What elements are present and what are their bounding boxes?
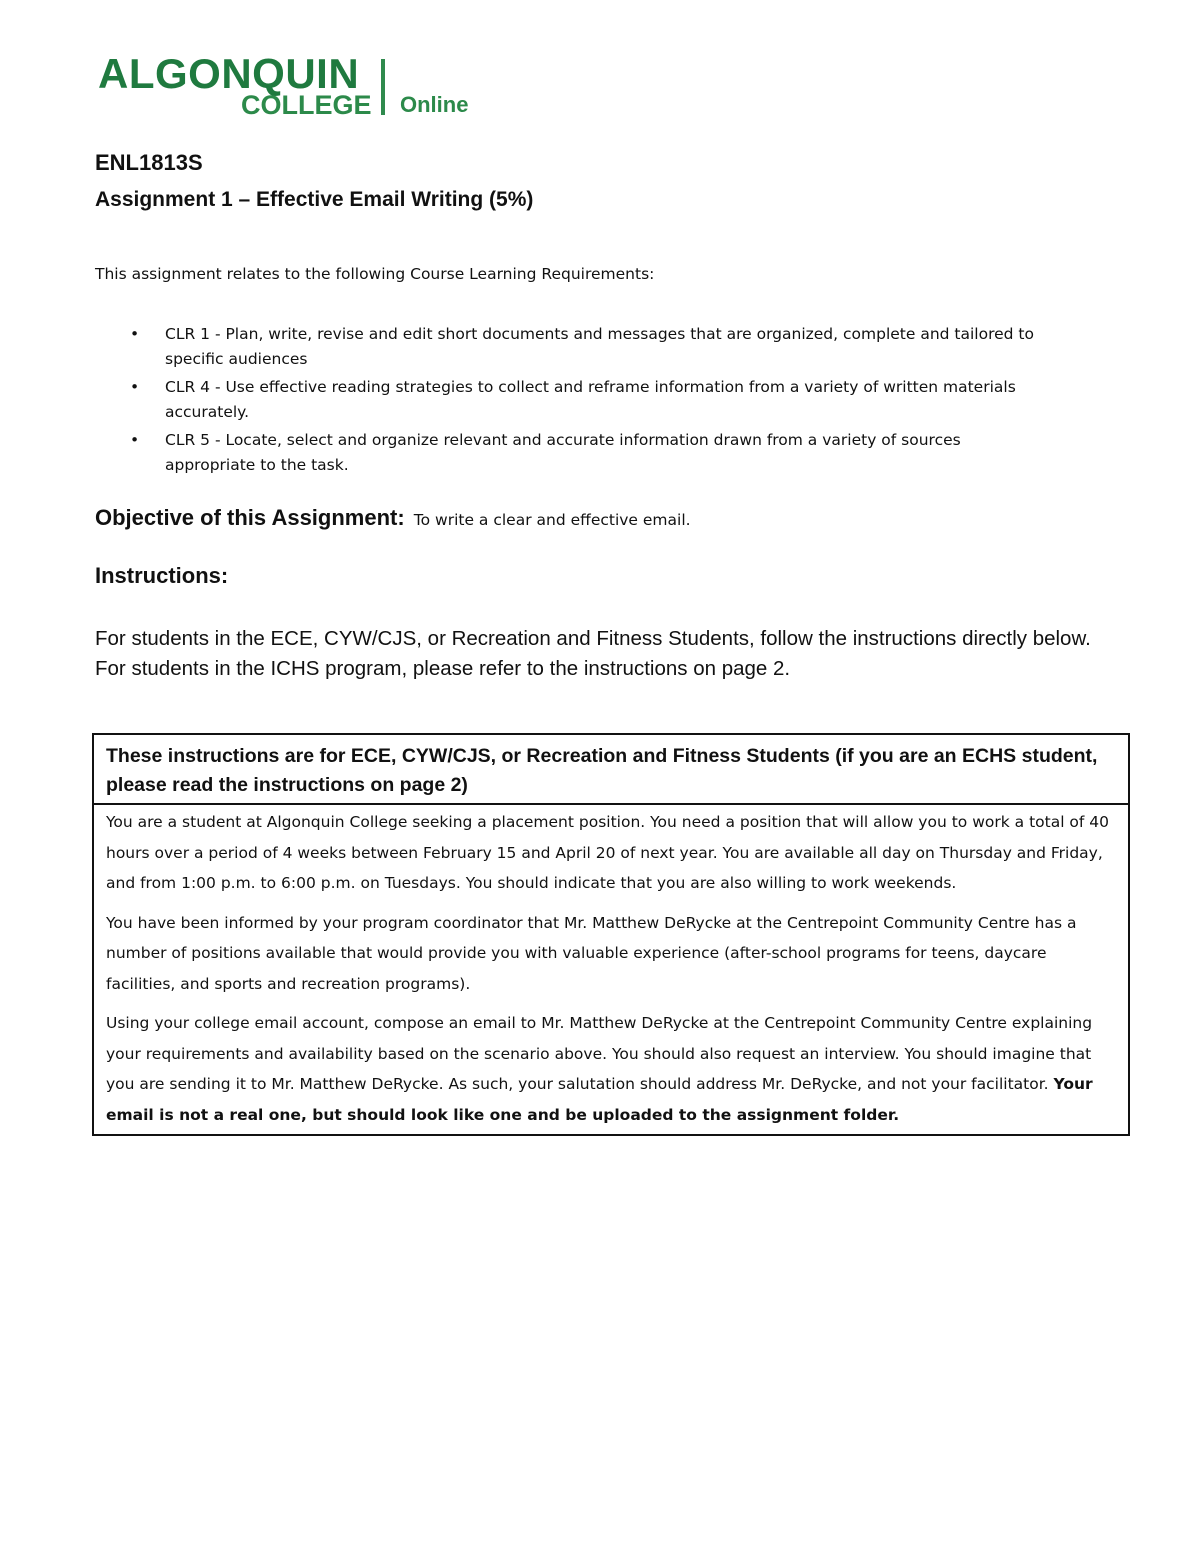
course-code: ENL1813S (95, 150, 203, 175)
bullet-icon: • (130, 431, 140, 449)
clr-item-text: CLR 1 - Plan, write, revise and edit short documents and messages that are organized, complete and tailored to specific audiences (165, 325, 1034, 368)
instructions-box-body (94, 805, 1128, 1134)
objective-label: Objective of this Assignment: (95, 505, 405, 530)
intro-text: This assignment relates to the following Course Learning Requirements: (95, 265, 655, 283)
task-paragraph-text: Using your college email account, compose an email to Mr. Matthew DeRycke at the Centrepoint Community Centre explaining your requirements and availability based on the scenario above. You should also request an interview. You should imagine that you are sending it to Mr. Matthew DeRycke. As such, your salutation should address Mr. DeRycke, and not your facilitator. (106, 1014, 1093, 1093)
clr-item-text: CLR 4 - Use effective reading strategies to collect and reframe information from a variety of written materials accurately. (165, 378, 1016, 421)
bullet-icon: • (130, 378, 140, 396)
coordinator-paragraph: You have been informed by your program coordinator that Mr. Matthew DeRycke at the Centrepoint Community Centre has a number of positions available that would provide you with valuable experience (after-school programs for teens, daycare facilities, and sports and recreation programs). (106, 913, 1077, 993)
logo-online-label: Online (400, 92, 469, 117)
instructions-box (92, 733, 1130, 1136)
instructions-box-header: These instructions are for ECE, CYW/CJS, or Recreation and Fitness Students (if you are an ECHS student, please read the instructions on page 2) (94, 735, 1128, 805)
objective (95, 505, 691, 531)
program-line: For students in the ECE, CYW/CJS, or Recreation and Fitness Students, follow the instructions directly below. (95, 627, 1091, 650)
college-logo (98, 52, 498, 122)
clr-item (130, 428, 1050, 478)
program-line: For students in the ICHS program, please refer to the instructions on page 2. (95, 657, 791, 680)
objective-text: To write a clear and effective email. (413, 511, 691, 529)
clr-list (130, 322, 1050, 481)
clr-item (130, 322, 1050, 372)
logo-divider (381, 59, 385, 115)
task-paragraph (106, 1008, 1116, 1130)
scenario-paragraph: You are a student at Algonquin College seeking a placement position. You need a position that will allow you to work a total of 40 hours over a period of 4 weeks between February 15 and April 20 of next year. You are available all day on Thursday and Friday, and from 1:00 p.m. to 6:00 p.m. on Tuesdays. You should indicate that you are also willing to work weekends. (106, 813, 1110, 892)
bullet-icon: • (130, 325, 140, 343)
clr-item-text: CLR 5 - Locate, select and organize relevant and accurate information drawn from a variety of sources appropriate to the task. (165, 431, 961, 474)
task-paragraph-emphasis: Your email is not a real one, but should look like one and be uploaded to the assignment folder. (106, 1075, 1093, 1124)
program-instructions (95, 624, 1175, 684)
clr-item (130, 375, 1050, 425)
logo-wordmark-top: ALGONQUIN (98, 50, 360, 97)
assignment-title: Assignment 1 – Effective Email Writing (5%) (95, 188, 534, 211)
instructions-heading: Instructions: (95, 563, 229, 588)
logo-wordmark-bottom: COLLEGE (241, 90, 372, 120)
